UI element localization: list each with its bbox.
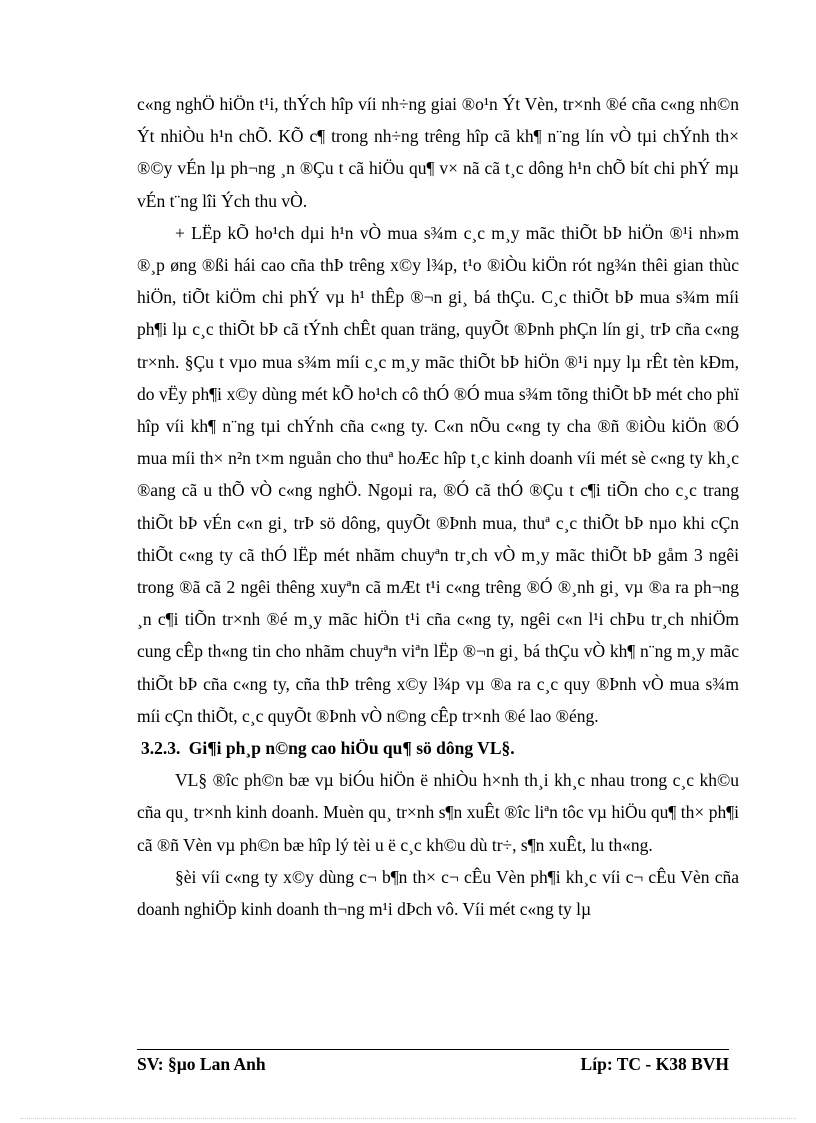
footer-class: Líp: TC - K38 BVH bbox=[580, 1054, 729, 1074]
section-title: Gi¶i ph¸p n©ng cao hiÖu qu¶ sö dông VL§. bbox=[188, 738, 515, 759]
paragraph-3: VL§ ®îc ph©n bæ vµ biÓu hiÖn ë nhiÒu h×nh th¸i kh¸c nhau trong c¸c kh©u cña qu¸ tr×nh kinh doanh. Muèn qu¸ tr×nh s¶n xuÊt ®îc liªn tôc vµ hiÖu qu¶ th× ph¶i cã ®ñ Vèn vµ ph©n bæ hîp lý tèi u ë c¸c kh©u dù tr÷, s¶n xuÊt, lu th«ng. bbox=[137, 770, 739, 855]
paragraph-1: c«ng nghÖ hiÖn t¹i, thÝch hîp víi nh÷ng giai ®o¹n Ýt Vèn, tr×nh ®é cña c«ng nh©n Ýt nhiÒu h¹n chÕ. KÕ c¶ trong nh÷ng trêng hîp cã kh¶ n¨ng lín vÒ tµi chÝnh th× ®©y vÉn lµ ph¬ng ¸n ®Çu t cã hiÖu qu¶ v× nã cã t¸c dông h¹n chÕ bít chi phÝ mµ vÉn t¨ng lîi Ých thu vÒ. bbox=[137, 94, 739, 211]
footer-rule bbox=[137, 1049, 729, 1050]
body-text bbox=[137, 88, 739, 925]
section-heading bbox=[137, 732, 739, 764]
section-number: 3.2.3. bbox=[141, 738, 181, 759]
page-footer bbox=[137, 1052, 729, 1076]
footer-student: SV: §µo Lan Anh bbox=[137, 1054, 266, 1074]
paragraph-2: + LËp kÕ ho¹ch dµi h¹n vÒ mua s¾m c¸c m¸y mãc thiÕt bÞ hiÖn ®¹i nh»m ®¸p øng ®ßi hái cao cña thÞ trêng x©y l¾p, t¹o ®iÒu kiÖn rót ng¾n thêi gian thùc hiÖn, tiÕt kiÖm chi phÝ vµ h¹ thÊp ®¬n gi¸ bá thÇu. C¸c thiÕt bÞ mua s¾m míi ph¶i lµ c¸c thiÕt bÞ cã tÝnh chÊt quan träng, quyÕt ®Þnh phÇn lín gi¸ trÞ cña c«ng tr×nh. §Çu t vµo mua s¾m míi c¸c m¸y mãc thiÕt bÞ hiÖn ®¹i nµy lµ rÊt tèn kÐm, do vËy ph¶i x©y dùng mét kÕ ho¹ch cô thÓ ®Ó mua s¾m tõng thiÕt bÞ mét cho phï hîp víi kh¶ n¨ng tµi chÝnh cña c«ng ty. C«n nÕu c«ng ty cha ®ñ ®iÒu kiÖn ®Ó mua míi th× n²n t×m nguån cho thuª hoÆc hîp t¸c kinh doanh víi mét sè c«ng ty kh¸c ®ang cã u thÕ vÒ c«ng nghÖ. Ngoµi ra, ®Ó cã thÓ ®Çu t c¶i tiÕn cho c¸c trang thiÕt bÞ vÉn c«n gi¸ trÞ sö dông, quyÕt ®Þnh mua, thuª c¸c thiÕt bÞ nµo khi cÇn thiÕt c«ng ty cã thÓ lËp mét nhãm chuyªn tr¸ch vÒ m¸y mãc thiÕt bÞ gåm 3 ngêi trong ®ã cã 2 ngêi thêng xuyªn cã mÆt t¹i c«ng trêng ®Ó ®¸nh gi¸ vµ ®a ra ph¬ng ¸n c¶i tiÕn tr×nh ®é m¸y mãc hiÖn t¹i cña c«ng ty, ngêi c«n l¹i chÞu tr¸ch nhiÖm cung cÊp th«ng tin cho nhãm chuyªn viªn lËp ®¬n gi¸ bá thÇu vÒ kh¶ n¨ng m¸y mãc thiÕt bÞ cña c«ng ty, cña thÞ trêng x©y l¾p vµ ®a ra c¸c quy ®Þnh vÒ mua s¾m míi cÇn thiÕt, c¸c quyÕt ®Þnh vÒ n©ng cÊp tr×nh ®é lao ®éng. bbox=[137, 222, 739, 726]
page-break-line bbox=[20, 1118, 796, 1119]
paragraph-4: §èi víi c«ng ty x©y dùng c¬ b¶n th× c¬ cÊu Vèn ph¶i kh¸c víi c¬ cÊu Vèn cña doanh nghiÖp kinh doanh th¬ng m¹i dÞch vô. Víi mét c«ng ty lµ bbox=[137, 866, 739, 920]
